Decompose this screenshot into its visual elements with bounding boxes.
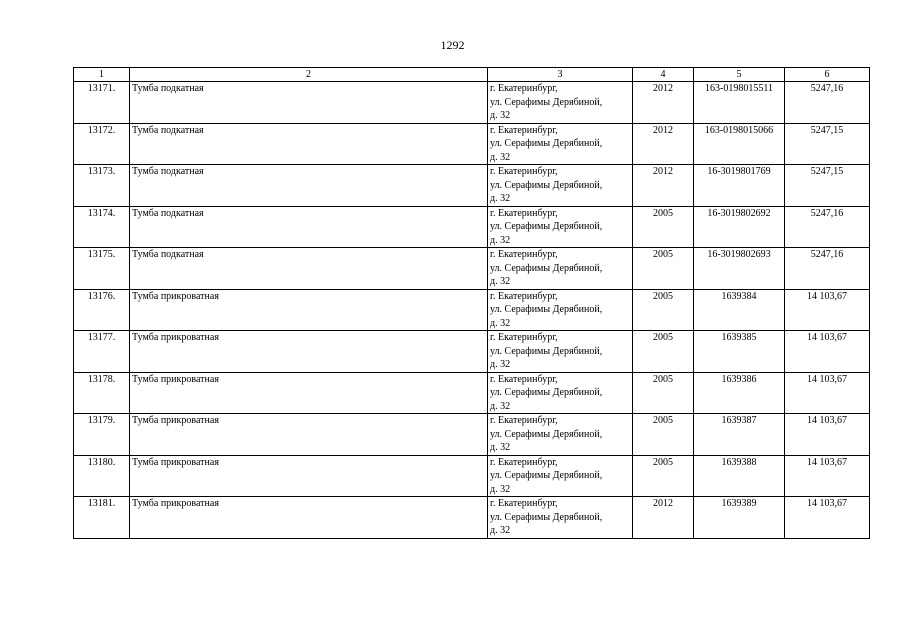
address-cell bbox=[488, 165, 633, 207]
address-line: г. Екатеринбург, bbox=[490, 83, 558, 94]
item-name-cell: Тумба подкатная bbox=[130, 248, 488, 290]
row-number-cell: 13171. bbox=[74, 82, 130, 124]
inventory-number-cell: 163-0198015511 bbox=[694, 82, 785, 124]
inventory-number-cell: 1639389 bbox=[694, 497, 785, 539]
address-line: д. 32 bbox=[490, 110, 511, 121]
cost-cell: 5247,15 bbox=[785, 165, 870, 207]
address-line: г. Екатеринбург, bbox=[490, 249, 558, 260]
address-line: ул. Серафимы Дерябиной, bbox=[490, 262, 603, 274]
table-row bbox=[74, 123, 870, 165]
address-line: д. 32 bbox=[490, 483, 511, 495]
address-line: ул. Серафимы Дерябиной, bbox=[490, 345, 603, 357]
cost-cell: 14 103,67 bbox=[785, 455, 870, 497]
table-header-row bbox=[74, 68, 870, 82]
address-line: д. 32 bbox=[490, 400, 511, 412]
row-number-cell: 13179. bbox=[74, 414, 130, 456]
row-number-cell: 13177. bbox=[74, 331, 130, 373]
row-number-cell: 13172. bbox=[74, 123, 130, 165]
row-number-cell: 13174. bbox=[74, 206, 130, 248]
table-row bbox=[74, 206, 870, 248]
address-line: ул. Серафимы Дерябиной, bbox=[490, 511, 603, 523]
cost-cell: 14 103,67 bbox=[785, 497, 870, 539]
address-line: г. Екатеринбург, bbox=[490, 290, 558, 302]
item-name-cell: Тумба прикроватная bbox=[130, 331, 488, 373]
table-body bbox=[74, 82, 870, 539]
address-line: д. 32 bbox=[490, 317, 511, 329]
address-line: г. Екатеринбург, bbox=[490, 124, 558, 136]
year-cell: 2012 bbox=[633, 123, 694, 165]
column-header-6: 6 bbox=[785, 68, 870, 82]
item-name-cell: Тумба подкатная bbox=[130, 206, 488, 248]
address-cell bbox=[488, 206, 633, 248]
inventory-number-cell: 163-0198015066 bbox=[694, 123, 785, 165]
inventory-number-cell: 16-3019801769 bbox=[694, 165, 785, 207]
page-number: 1292 bbox=[440, 38, 465, 52]
table-row bbox=[74, 497, 870, 539]
address-line: д. 32 bbox=[490, 276, 511, 287]
address-line: г. Екатеринбург, bbox=[490, 166, 558, 177]
column-header-5: 5 bbox=[694, 68, 785, 82]
year-cell: 2005 bbox=[633, 372, 694, 414]
address-line: ул. Серафимы Дерябиной, bbox=[490, 387, 603, 398]
cost-cell: 14 103,67 bbox=[785, 414, 870, 456]
cost-cell: 5247,16 bbox=[785, 206, 870, 248]
address-line: г. Екатеринбург, bbox=[490, 498, 558, 509]
address-cell bbox=[488, 123, 633, 165]
address-line: ул. Серафимы Дерябиной, bbox=[490, 428, 603, 440]
year-cell: 2005 bbox=[633, 248, 694, 290]
year-cell: 2012 bbox=[633, 497, 694, 539]
table-row bbox=[74, 455, 870, 497]
address-line: г. Екатеринбург, bbox=[490, 332, 558, 343]
item-name-cell: Тумба прикроватная bbox=[130, 414, 488, 456]
column-header-2: 2 bbox=[130, 68, 488, 82]
address-line: д. 32 bbox=[490, 193, 511, 204]
year-cell: 2005 bbox=[633, 331, 694, 373]
row-number-cell: 13176. bbox=[74, 289, 130, 331]
inventory-number-cell: 1639386 bbox=[694, 372, 785, 414]
table-row bbox=[74, 82, 870, 124]
property-table bbox=[73, 67, 870, 539]
item-name-cell: Тумба подкатная bbox=[130, 82, 488, 124]
item-name-cell: Тумба прикроватная bbox=[130, 289, 488, 331]
address-line: ул. Серафимы Дерябиной, bbox=[490, 96, 603, 108]
table-row bbox=[74, 331, 870, 373]
item-name-cell: Тумба прикроватная bbox=[130, 372, 488, 414]
cost-cell: 5247,15 bbox=[785, 123, 870, 165]
year-cell: 2005 bbox=[633, 455, 694, 497]
address-line: г. Екатеринбург, bbox=[490, 373, 558, 385]
address-cell bbox=[488, 497, 633, 539]
item-name-cell: Тумба прикроватная bbox=[130, 497, 488, 539]
address-cell bbox=[488, 331, 633, 373]
inventory-number-cell: 16-3019802693 bbox=[694, 248, 785, 290]
inventory-number-cell: 1639388 bbox=[694, 455, 785, 497]
address-cell bbox=[488, 289, 633, 331]
address-cell bbox=[488, 82, 633, 124]
table-row bbox=[74, 414, 870, 456]
address-line: ул. Серафимы Дерябиной, bbox=[490, 470, 603, 481]
address-cell bbox=[488, 372, 633, 414]
address-line: д. 32 bbox=[490, 359, 511, 370]
item-name-cell: Тумба подкатная bbox=[130, 165, 488, 207]
address-line: д. 32 bbox=[490, 525, 511, 536]
row-number-cell: 13181. bbox=[74, 497, 130, 539]
item-name-cell: Тумба подкатная bbox=[130, 123, 488, 165]
inventory-number-cell: 1639385 bbox=[694, 331, 785, 373]
cost-cell: 14 103,67 bbox=[785, 331, 870, 373]
year-cell: 2005 bbox=[633, 206, 694, 248]
row-number-cell: 13180. bbox=[74, 455, 130, 497]
address-line: д. 32 bbox=[490, 151, 511, 163]
column-header-3: 3 bbox=[488, 68, 633, 82]
address-line: ул. Серафимы Дерябиной, bbox=[490, 221, 603, 232]
item-name-cell: Тумба прикроватная bbox=[130, 455, 488, 497]
inventory-number-cell: 1639384 bbox=[694, 289, 785, 331]
year-cell: 2012 bbox=[633, 82, 694, 124]
table-row bbox=[74, 372, 870, 414]
address-line: г. Екатеринбург, bbox=[490, 415, 558, 426]
address-line: г. Екатеринбург, bbox=[490, 456, 558, 468]
table-row bbox=[74, 248, 870, 290]
inventory-number-cell: 1639387 bbox=[694, 414, 785, 456]
row-number-cell: 13178. bbox=[74, 372, 130, 414]
row-number-cell: 13175. bbox=[74, 248, 130, 290]
column-header-1: 1 bbox=[74, 68, 130, 82]
address-line: д. 32 bbox=[490, 442, 511, 453]
address-line: г. Екатеринбург, bbox=[490, 207, 558, 219]
address-line: д. 32 bbox=[490, 234, 511, 246]
cost-cell: 14 103,67 bbox=[785, 289, 870, 331]
cost-cell: 5247,16 bbox=[785, 82, 870, 124]
cost-cell: 14 103,67 bbox=[785, 372, 870, 414]
year-cell: 2005 bbox=[633, 289, 694, 331]
table-row bbox=[74, 289, 870, 331]
year-cell: 2005 bbox=[633, 414, 694, 456]
address-cell bbox=[488, 455, 633, 497]
address-cell bbox=[488, 414, 633, 456]
address-line: ул. Серафимы Дерябиной, bbox=[490, 138, 603, 149]
year-cell: 2012 bbox=[633, 165, 694, 207]
inventory-number-cell: 16-3019802692 bbox=[694, 206, 785, 248]
address-line: ул. Серафимы Дерябиной, bbox=[490, 179, 603, 191]
address-cell bbox=[488, 248, 633, 290]
address-line: ул. Серафимы Дерябиной, bbox=[490, 304, 603, 315]
column-header-4: 4 bbox=[633, 68, 694, 82]
cost-cell: 5247,16 bbox=[785, 248, 870, 290]
row-number-cell: 13173. bbox=[74, 165, 130, 207]
table-row bbox=[74, 165, 870, 207]
